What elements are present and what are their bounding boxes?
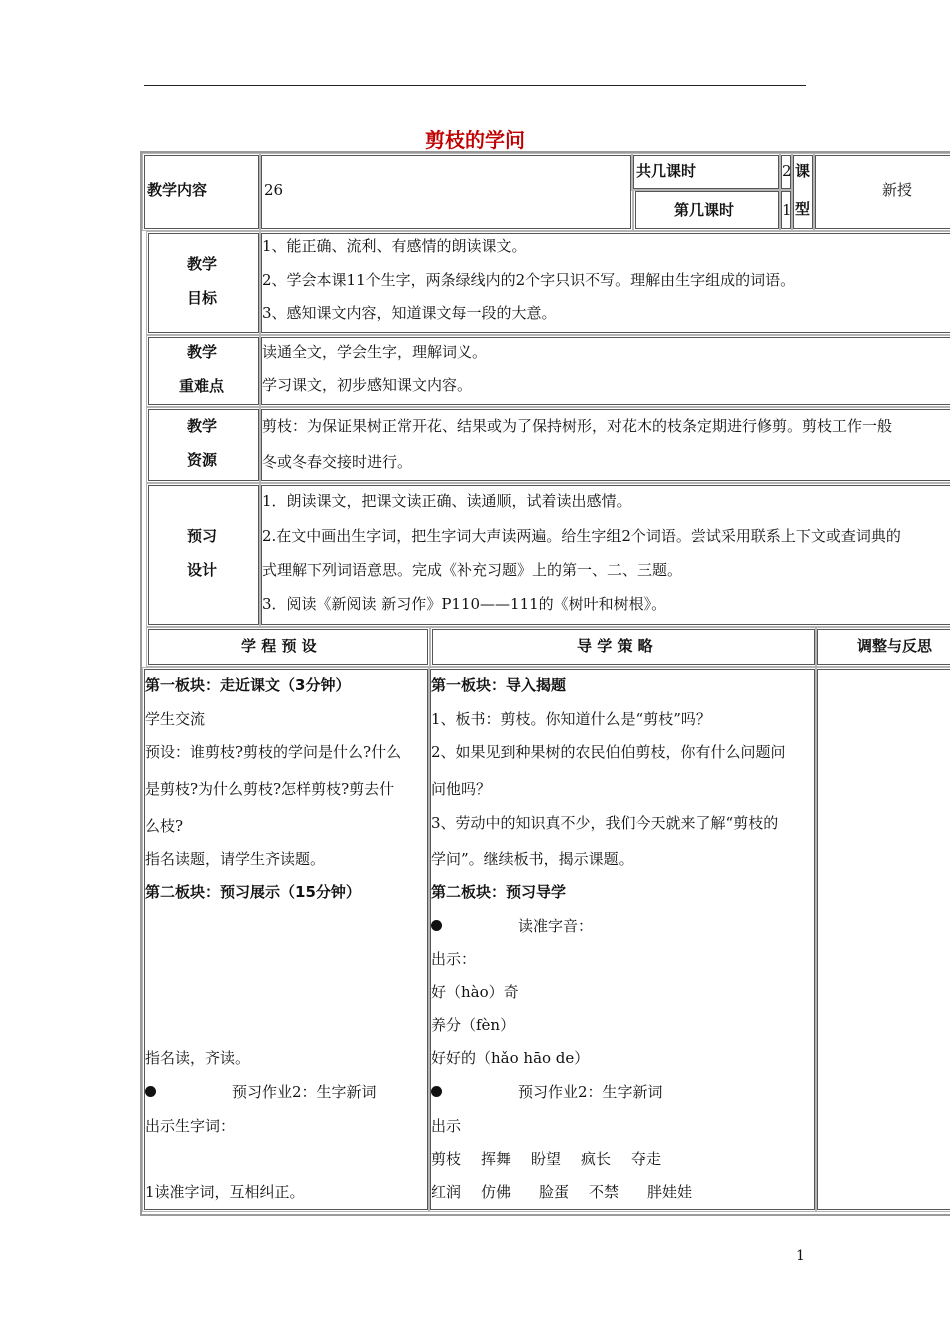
left-block1-line-3: 是剪枝?为什么剪枝?怎样剪枝?剪去什: [145, 780, 395, 798]
word-6: 红润: [431, 1183, 462, 1201]
goals-label-cell: [148, 233, 259, 333]
resources-label-2: 资源: [187, 451, 218, 469]
word-4: 疯长: [581, 1150, 612, 1168]
key-points-label-1: 教学: [187, 343, 218, 361]
right-column-header: [817, 629, 950, 665]
right-header-text: 调整与反思: [857, 637, 933, 655]
key-points-content-cell: [261, 337, 950, 405]
word-5: 夺走: [631, 1150, 662, 1168]
preview-label-1: 预习: [187, 527, 218, 545]
mid-block1-line-4: 3、劳动中的知识真不少，我们今天就来了解“剪枝的: [431, 814, 779, 832]
lesson-type-value: 新授: [882, 181, 913, 199]
preview-line-1: 1．朗读课文，把课文读正确、读通顺，试着读出感情。: [262, 492, 632, 510]
period-label-cell: [635, 191, 779, 229]
left-hw2: [145, 1082, 377, 1102]
goals-label-1: 教学: [187, 255, 218, 273]
page-number: 1: [796, 1248, 805, 1264]
left-block2-title: 第二板块：预习展示（15分钟）: [145, 883, 361, 901]
total-periods-label-cell: [633, 155, 779, 189]
preview-line-3: 式理解下列词语意思。完成《补充习题》上的第一、二、三题。: [262, 561, 683, 579]
mid-block1-title: 第一板块：导入揭题: [431, 676, 567, 694]
right-column-body: [817, 669, 950, 1210]
content-value: 26: [264, 181, 284, 199]
goal-line-3: 3、感知课文内容，知道课文每一段的大意。: [262, 304, 557, 322]
goal-line-2: 2、学会本课11个生字，两条绿线内的2个字只识不写。理解由生字组成的词语。: [262, 271, 796, 289]
mid-block1-line-1: 1、板书：剪枝。你知道什么是“剪枝”吗？: [431, 710, 711, 728]
mid-pron-title: [431, 916, 593, 936]
lesson-type-label-2: 型: [795, 200, 811, 218]
goal-line-1: 1、能正确、流利、有感情的朗读课文。: [262, 237, 527, 255]
page-title: 剪枝的学问: [425, 128, 525, 152]
resource-line-2: 冬或冬春交接时进行。: [262, 453, 413, 471]
left-block1-line-2: 预设：谁剪枝?剪枝的学问是什么?什么: [145, 743, 402, 761]
header-rule: [144, 85, 806, 86]
total-periods-value: 2: [782, 162, 792, 180]
resource-line-1: 剪枝：为保证果树正常开花、结果或为了保持树形，对花木的枝条定期进行修剪。剪枝工作一般: [262, 417, 893, 435]
key-points-label-2: 重难点: [179, 377, 225, 395]
preview-line-2: 2.在文中画出生字词，把生字词大声读两遍。给生字组2个词语。尝试采用联系上下文或查词典的: [262, 527, 901, 545]
left-show-words: 出示生字词：: [145, 1117, 236, 1135]
middle-header-text: 导 学 策 略: [577, 637, 653, 655]
mid-show: 出示：: [431, 950, 477, 968]
left-column-header: [148, 629, 428, 665]
middle-column-header: [432, 629, 815, 665]
left-block1-title: 第一板块：走近课文（3分钟）: [145, 676, 351, 694]
preview-label-cell: [148, 485, 259, 625]
left-block1-line-4: 么枝?: [145, 817, 184, 835]
word-2: 挥舞: [481, 1150, 512, 1168]
mid-show2: 出示: [431, 1117, 462, 1135]
word-1: 剪枝: [431, 1150, 462, 1168]
lesson-type-value-cell: [815, 155, 950, 229]
mid-hw2: [431, 1082, 663, 1102]
period-value-cell: [781, 191, 791, 229]
word-9: 不禁: [589, 1183, 620, 1201]
content-label-cell: [144, 155, 259, 229]
total-periods-value-cell: [781, 155, 791, 189]
lesson-type-label-cell: [793, 155, 813, 229]
word-10: 胖娃娃: [647, 1183, 693, 1201]
mid-block1-line-3: 问他吗？: [431, 780, 492, 798]
word-7: 仿佛: [481, 1183, 512, 1201]
goals-label-2: 目标: [187, 289, 218, 307]
left-correct-line: 1读准字词，互相纠正。: [145, 1183, 305, 1201]
content-value-cell: [261, 155, 631, 229]
goals-content-cell: [261, 233, 950, 333]
left-block1-line-1: 学生交流: [145, 710, 206, 728]
mid-pron-line-1: 好（hào）奇: [431, 983, 519, 1001]
bullet-icon: [431, 920, 442, 931]
preview-content-cell: [261, 485, 950, 625]
left-hw2-text: 预习作业2：生字新词: [232, 1083, 377, 1101]
left-header-text: 学 程 预 设: [241, 637, 317, 655]
period-value: 1: [782, 201, 792, 219]
mid-pron-line-2: 养分（fèn）: [431, 1016, 516, 1034]
period-label: 第几课时: [674, 201, 735, 219]
left-column-body: [144, 669, 428, 1210]
key-points-label-cell: [148, 337, 259, 405]
bullet-icon: [145, 1086, 156, 1097]
content-label: 教学内容: [147, 181, 208, 199]
word-8: 脸蛋: [539, 1183, 570, 1201]
word-3: 盼望: [531, 1150, 562, 1168]
mid-pron-title-text: 读准字音：: [518, 917, 594, 935]
key-point-line-2: 学习课文，初步感知课文内容。: [262, 376, 473, 394]
left-block1-line-5: 指名读题，请学生齐读题。: [145, 850, 326, 868]
mid-block2-title: 第二板块：预习导学: [431, 883, 567, 901]
key-point-line-1: 读通全文，学会生字，理解词义。: [262, 343, 488, 361]
mid-pron-line-3: 好好的（hǎo hāo de）: [431, 1049, 590, 1067]
resources-content-cell: [261, 409, 950, 481]
middle-column-body: [430, 669, 815, 1210]
bullet-icon: [431, 1086, 442, 1097]
mid-hw2-text: 预习作业2：生字新词: [518, 1083, 663, 1101]
resources-label-1: 教学: [187, 417, 218, 435]
resources-label-cell: [148, 409, 259, 481]
lesson-plan-table: [140, 151, 950, 1216]
left-read-line: 指名读，齐读。: [145, 1049, 251, 1067]
preview-label-2: 设计: [187, 561, 218, 579]
lesson-type-label-1: 课: [795, 162, 811, 180]
total-periods-label: 共几课时: [636, 162, 697, 180]
preview-line-4: 3．阅读《新阅读 新习作》P110——111的《树叶和树根》。: [262, 595, 667, 613]
mid-block1-line-2: 2、如果见到种果树的农民伯伯剪枝，你有什么问题问: [431, 743, 786, 761]
mid-block1-line-5: 学问”。继续板书，揭示课题。: [431, 850, 634, 868]
